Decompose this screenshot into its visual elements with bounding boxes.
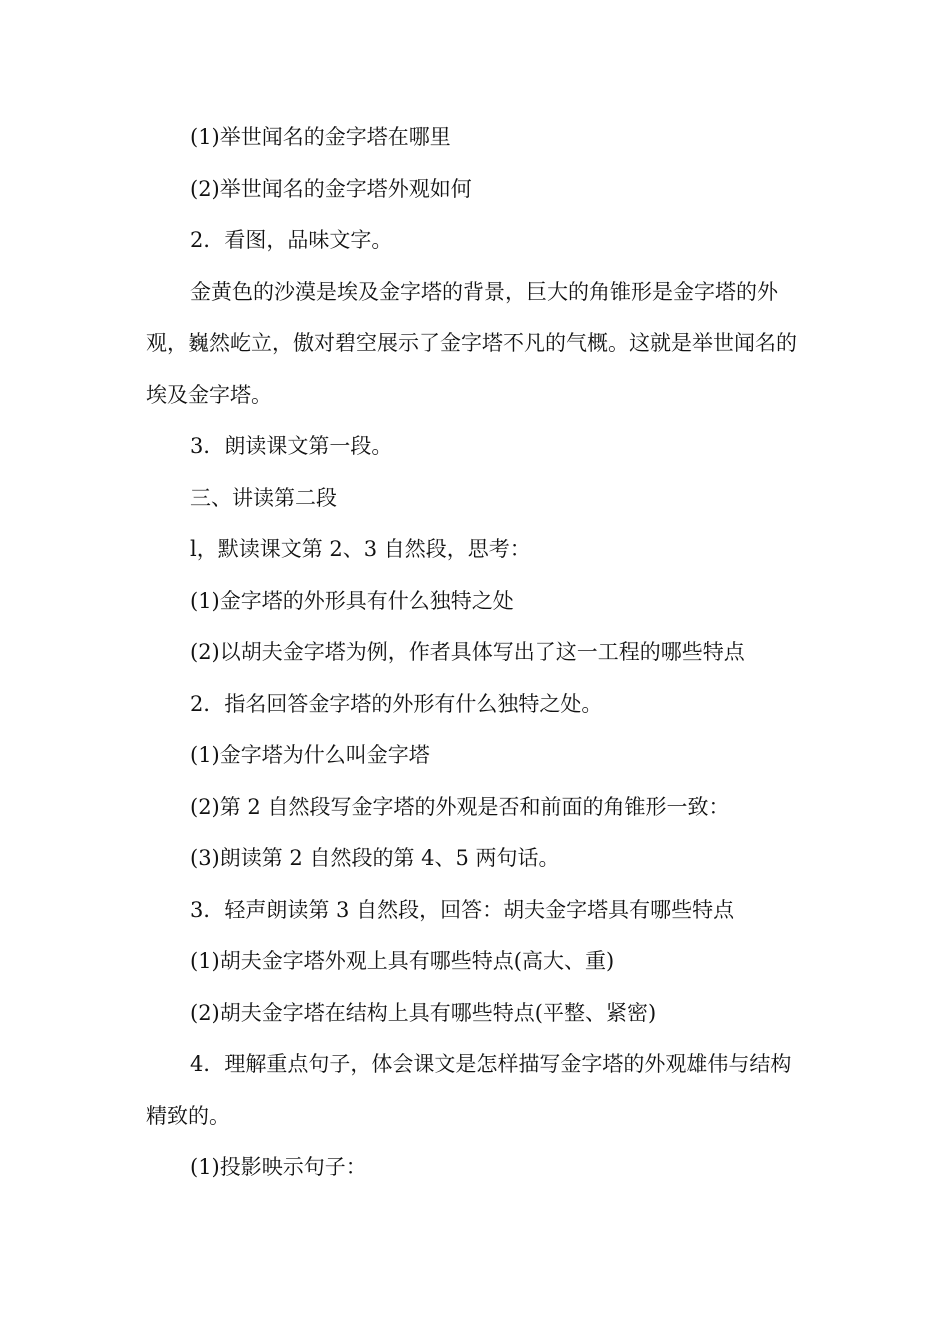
paragraph-question-features: (2)以胡夫金字塔为例，作者具体写出了这一工程的哪些特点: [190, 640, 745, 664]
paragraph-question-exterior: (1)胡夫金字塔外观上具有哪些特点(高大、重): [190, 949, 615, 973]
document-body: [146, 112, 808, 1194]
section-heading-part-three: 三、讲读第二段: [190, 485, 337, 510]
paragraph-question-location: (1)举世闻名的金字塔在哪里: [190, 125, 451, 149]
paragraph-question-shape: (1)金字塔的外形具有什么独特之处: [190, 588, 514, 613]
paragraph-projection: (1)投影映示句子：: [190, 1155, 367, 1179]
paragraph-silent-reading: l，默读课文第 2、3 自然段，思考：: [190, 537, 531, 561]
paragraph-step-answer: 2．指名回答金字塔的外形有什么独特之处。: [190, 691, 603, 716]
paragraph-question-consistency: (2)第 2 自然段写金字塔的外观是否和前面的角锥形一致：: [190, 794, 730, 819]
paragraph-step-view-picture: 2．看图，品味文字。: [190, 228, 393, 252]
paragraph-question-structure: (2)胡夫金字塔在结构上具有哪些特点(平整、紧密): [190, 1000, 657, 1025]
paragraph-step-soft-reading: 3．轻声朗读第 3 自然段，回答：胡夫金字塔具有哪些特点: [190, 897, 735, 922]
paragraph-step-read-first: 3．朗读课文第一段。: [190, 434, 393, 458]
paragraph-read-sentences: (3)朗读第 2 自然段的第 4、5 两句话。: [190, 846, 560, 870]
paragraph-question-appearance: (2)举世闻名的金字塔外观如何: [190, 176, 472, 201]
paragraph-step-key-sentences: 4．理解重点句子，体会课文是怎样描写金字塔的外观雄伟与结构精致的。: [146, 1052, 792, 1128]
paragraph-description: 金黄色的沙漠是埃及金字塔的背景，巨大的角锥形是金字塔的外观，巍然屹立，傲对碧空展示了金字塔不凡的气概。这就是举世闻名的埃及金字塔。: [146, 279, 797, 407]
paragraph-question-name: (1)金字塔为什么叫金字塔: [190, 743, 430, 767]
